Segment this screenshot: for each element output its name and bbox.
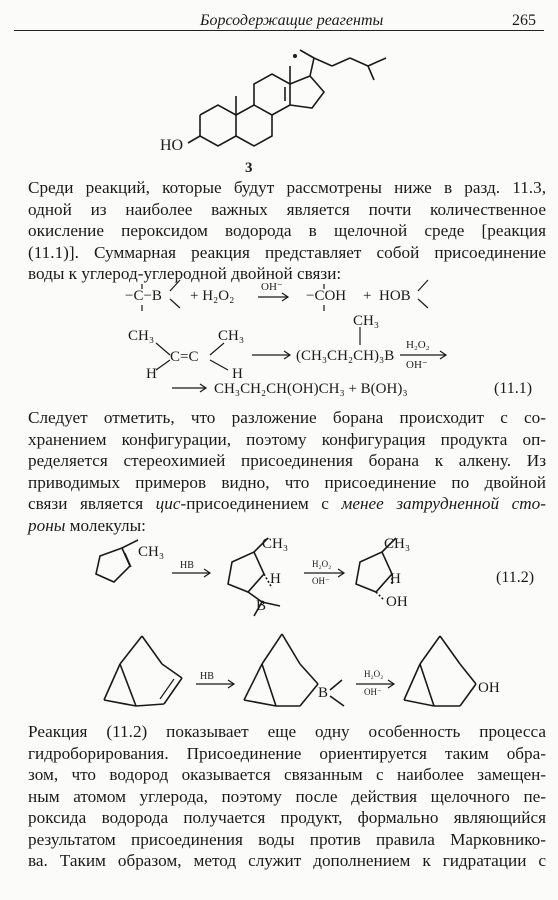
stereo-dot bbox=[293, 54, 297, 58]
p2-line bbox=[28, 515, 546, 537]
h2o2-reagent-2: H₂O₂ bbox=[364, 669, 384, 679]
p3-line: результатом присоединения воды против правила Марковнико- bbox=[28, 829, 546, 849]
p2-line: Следует отметить, что разложение борана происходит с со- bbox=[28, 408, 546, 427]
p3-line: ным атомом углерода, поэтому после действия щелочного пе- bbox=[28, 786, 546, 806]
alkene-core: C=C bbox=[170, 349, 199, 365]
alkene-ch3-right: CH₃ bbox=[218, 328, 245, 344]
p2-text: связи является bbox=[28, 494, 156, 513]
reaction-11-1-line1 bbox=[125, 280, 428, 311]
h-mid: H bbox=[270, 571, 281, 587]
trialkylborane: (CH₃CH₂CH)₃B bbox=[296, 348, 395, 364]
running-title: Борсодержащие реагенты bbox=[200, 12, 384, 29]
boron-norbornyl: B bbox=[318, 685, 329, 701]
p2-italic: менее затрудненной сто- bbox=[341, 494, 546, 513]
plus-sign: + bbox=[363, 288, 372, 304]
paragraph-3 bbox=[28, 721, 546, 872]
h2o2-reagent-1: H₂O₂ bbox=[312, 559, 332, 569]
methyl-end: CH₃ bbox=[384, 536, 411, 552]
reagent-h2o2: H₂O₂ bbox=[406, 339, 430, 351]
paragraph-2 bbox=[28, 407, 546, 536]
p2-italic: роны bbox=[28, 515, 66, 535]
p1-line: воды к углерод-углеродной двойной связи: bbox=[28, 264, 342, 283]
methyl-mid: CH₃ bbox=[262, 536, 289, 552]
alkene-ch3-left: CH₃ bbox=[128, 328, 155, 344]
alkene-h-left: H bbox=[146, 366, 157, 382]
p2-line: приводимых примеров видно, что присоединение по двойной bbox=[28, 472, 546, 492]
paragraph-1 bbox=[28, 177, 546, 285]
p2-italic: цис bbox=[155, 494, 181, 513]
p3-line: ва. Таким образом, метод служит дополнением к гидратации с bbox=[28, 851, 546, 870]
hb-reagent-2: HB bbox=[200, 671, 214, 682]
plus-h2o2: + H₂O₂ bbox=[190, 288, 235, 304]
hob-product: HOB bbox=[379, 288, 411, 304]
steroid-ho-label: HO bbox=[160, 137, 184, 154]
oh-end: OH bbox=[386, 594, 408, 610]
reaction-11-2-norbornene bbox=[104, 634, 500, 706]
p2-text: молекулы: bbox=[65, 515, 146, 535]
page-number: 265 bbox=[512, 12, 536, 29]
p2-line: хранением конфигурации, поэтому конфигурация продукта оп- bbox=[28, 429, 546, 449]
p3-line: гидроборирования. Присоединение ориентируется таким обра- bbox=[28, 743, 546, 763]
p1-line: (11.1)]. Суммарная реакция представляет собой присоединение bbox=[28, 242, 546, 262]
reagent-oh-2: OH⁻ bbox=[406, 359, 428, 371]
p3-line: Реакция (11.2) показывает еще одну особенность процесса bbox=[28, 722, 546, 741]
p1-line: окисление пероксидом водорода в щелочной среде [реакция bbox=[28, 221, 546, 240]
methyl-start: CH₃ bbox=[138, 544, 165, 560]
borane-left: −C−B bbox=[125, 288, 162, 304]
p3-line: зом, что водород оказывается связанным с наиболее замещен- bbox=[28, 765, 546, 784]
steroid-structure bbox=[188, 50, 386, 146]
equation-label-11-2: (11.2) bbox=[496, 569, 535, 586]
reagent-oh: OH⁻ bbox=[261, 281, 283, 293]
oh-reagent-1: OH⁻ bbox=[312, 576, 330, 586]
p1-line: одной из наиболее важных является почти количественное bbox=[28, 199, 546, 219]
p2-line: ределяется стереохимией присоединения борана к алкену. Из bbox=[28, 451, 546, 470]
compound-number: 3 bbox=[245, 160, 253, 176]
oh-reagent-2: OH⁻ bbox=[364, 687, 382, 697]
reaction-11-1-line3 bbox=[172, 380, 532, 397]
p3-line: роксида водорода получается продукт, формально являющийся bbox=[28, 808, 546, 827]
p2-line bbox=[28, 493, 546, 515]
hb-reagent-1: HB bbox=[180, 560, 194, 571]
boron-mid: B bbox=[256, 598, 267, 614]
final-products: CH₃CH₂CH(OH)CH₃ + B(OH)₃ bbox=[214, 381, 408, 397]
equation-label-11-1: (11.1) bbox=[494, 380, 533, 397]
oh-norbornanol: OH bbox=[478, 680, 500, 696]
reaction-11-1-line2 bbox=[128, 313, 446, 382]
alkene-h-right: H bbox=[232, 366, 243, 382]
borane-ch3: CH₃ bbox=[353, 313, 380, 329]
h-end: H bbox=[390, 571, 401, 587]
p1-line: Среди реакций, которые будут рассмотрены ниже в разд. 11.3, bbox=[28, 178, 546, 197]
reaction-11-2-cyclopentene bbox=[96, 536, 534, 616]
alcohol-product: −COH bbox=[306, 288, 347, 304]
p2-text: -присоединением с bbox=[180, 494, 342, 513]
